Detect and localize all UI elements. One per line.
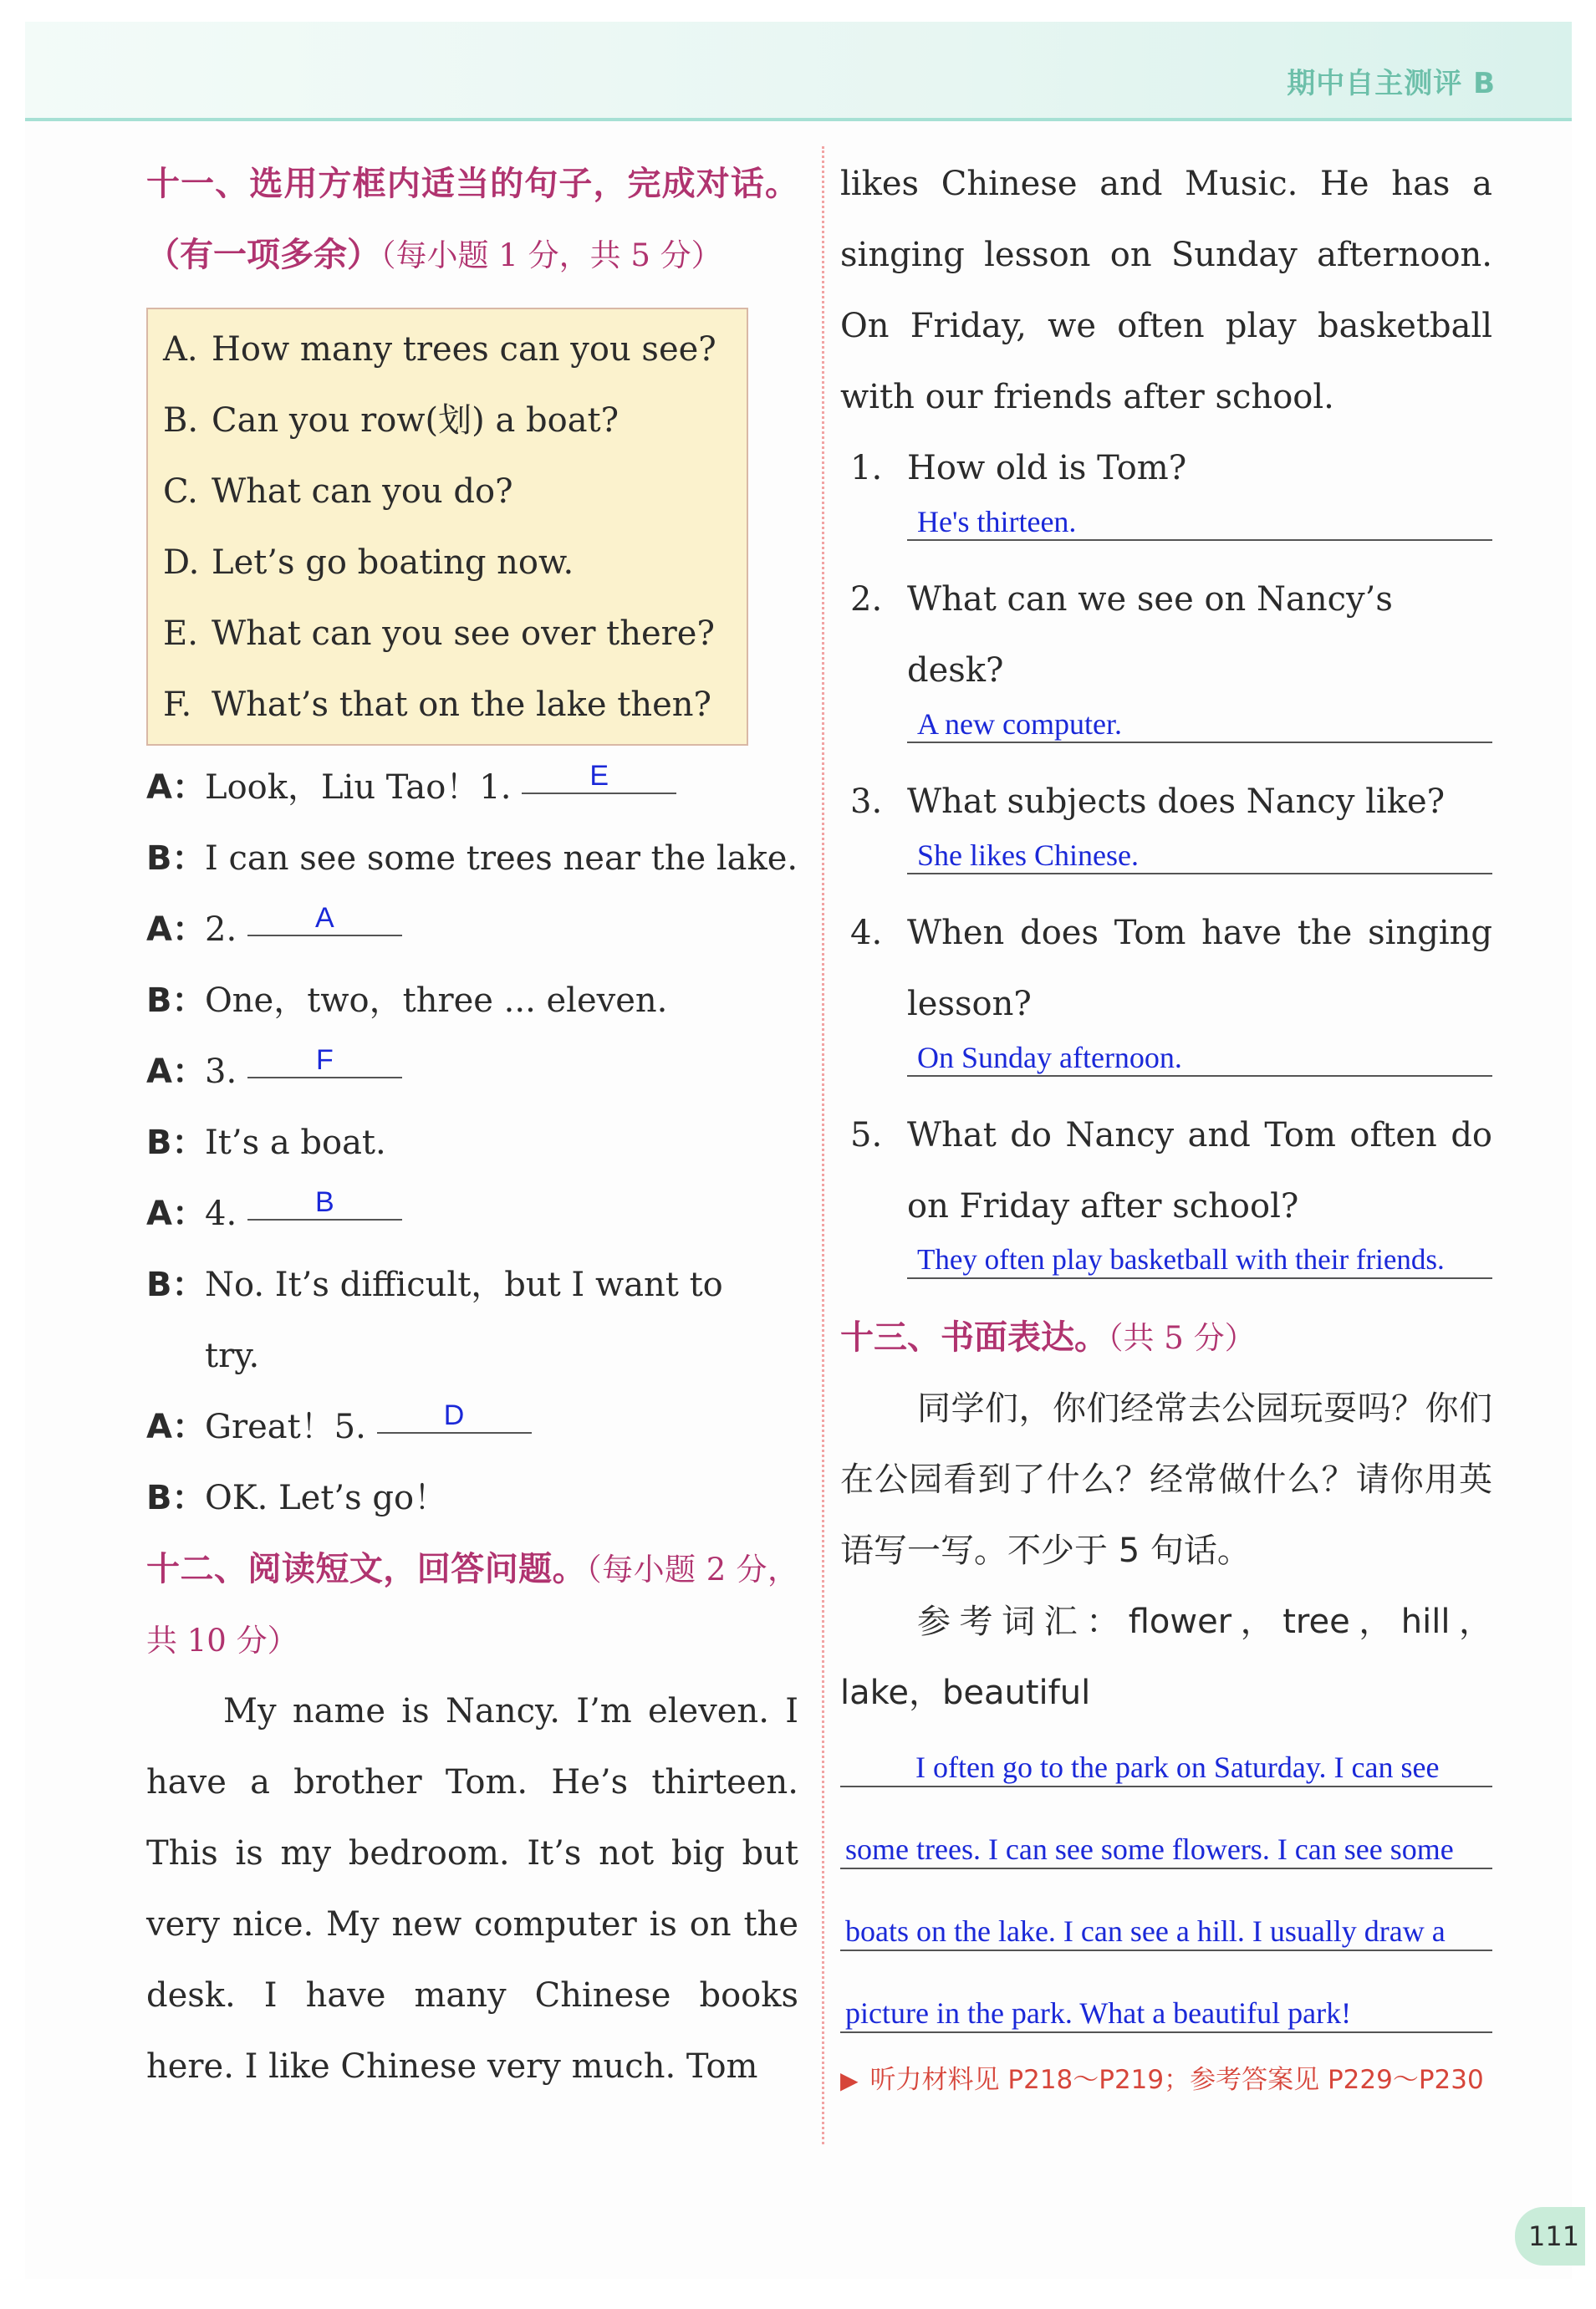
choice-option: E. What can you see over there? <box>163 614 715 653</box>
section-11-title: 十一、选用方框内适当的句子，完成对话。（有一项多余）（每小题 1 分，共 5 分） <box>146 165 798 274</box>
dialogue-line: A：Great！5. D <box>146 1392 798 1463</box>
dialogue-line: A：4. B <box>146 1179 798 1250</box>
answer-blank[interactable]: A <box>247 901 402 936</box>
reference-vocabulary: 参考词汇：flower，tree，hill，lake，beautiful <box>840 1603 1492 1712</box>
section-12-title: 十二、阅读短文，回答问题。（每小题 2 分，共 10 分） <box>146 1550 798 1659</box>
dialogue-line-continued: try. <box>205 1337 260 1375</box>
section-13-score-note: （共 5 分） <box>1108 1320 1256 1356</box>
essay-line[interactable]: some trees. I can see some flowers. I can see some <box>840 1831 1492 1869</box>
dialogue-line: A：Look，Liu Tao！1. E <box>146 752 798 823</box>
choice-box <box>146 308 748 746</box>
essay-line[interactable]: picture in the park. What a beautiful park! <box>840 1995 1492 2033</box>
question: 5. What do Nancy and Tom often do on Friday after school? <box>850 1116 1492 1226</box>
question: 2. What can we see on Nancy’s desk? <box>850 580 1393 690</box>
dialogue-line: A：2. A <box>146 895 798 966</box>
dialogue-line: B：OK. Let’s go！ <box>146 1479 448 1517</box>
answer-reference-note: ▶ 听力材料见 P218～P219；参考答案见 P229～P230 <box>840 2065 1484 2095</box>
section-12-score-note: （每小题 2 分，共 10 分） <box>146 1552 798 1659</box>
dialogue-line: B：No. It’s difficult，but I want to <box>146 1266 723 1304</box>
answer-line[interactable]: She likes Chinese. <box>907 838 1492 874</box>
left-column <box>146 149 798 2103</box>
answer-blank[interactable]: F <box>247 1043 402 1078</box>
reading-passage-part-2: likes Chinese and Music. He has a singing lesson on Sunday afternoon. On Friday, we often play basketball with our friends after school. <box>840 165 1492 416</box>
dialogue <box>146 752 798 1534</box>
question: 1. How old is Tom? <box>850 449 1187 487</box>
question-list <box>840 433 1492 1279</box>
question: 4. When does Tom have the singing lesson? <box>850 914 1492 1023</box>
choice-option: A. How many trees can you see? <box>163 330 716 369</box>
choice-option: B. Can you row(划) a boat? <box>163 401 620 440</box>
section-13-title: 十三、书面表达。（共 5 分） <box>840 1318 1256 1357</box>
column-divider <box>822 146 824 2144</box>
right-column <box>840 149 1492 2096</box>
choice-option: C. What can you do? <box>163 472 513 511</box>
choice-option: D. Let’s go boating now. <box>163 543 574 582</box>
answer-blank[interactable]: B <box>247 1185 402 1221</box>
dialogue-line: B：One，two，three ... eleven. <box>146 981 668 1020</box>
essay-answer <box>840 1749 1492 2033</box>
dialogue-line: A：3. F <box>146 1037 798 1108</box>
answer-blank[interactable]: D <box>377 1399 532 1434</box>
answer-line[interactable]: They often play basketball with their friends. <box>907 1242 1492 1279</box>
answer-line[interactable]: On Sunday afternoon. <box>907 1040 1492 1077</box>
play-triangle-icon: ▶ <box>840 2067 859 2094</box>
choice-option: F. What’s that on the lake then? <box>163 686 711 724</box>
test-label: 期中自主测评 B <box>1287 67 1496 100</box>
answer-blank[interactable]: E <box>522 759 676 794</box>
reading-passage-part-1: My name is Nancy. I’m eleven. I have a brother Tom. He’s thirteen. This is my bedroom. It’s not big but very nice. My new computer is on the desk. I have many Chinese books here. I like Chinese very much. Tom <box>146 1692 798 2086</box>
page-number: 111 <box>1515 2207 1585 2266</box>
question: 3. What subjects does Nancy like? <box>850 782 1446 821</box>
essay-line[interactable]: I often go to the park on Saturday. I can see <box>840 1749 1492 1787</box>
answer-line[interactable]: A new computer. <box>907 706 1492 743</box>
section-11-score-note: （每小题 1 分，共 5 分） <box>380 237 722 273</box>
writing-prompt: 同学们，你们经常去公园玩耍吗？你们在公园看到了什么？经常做什么？请你用英语写一写。不少于 5 句话。 <box>840 1389 1492 1570</box>
essay-line[interactable]: boats on the lake. I can see a hill. I usually draw a <box>840 1913 1492 1951</box>
dialogue-line: B：It’s a boat. <box>146 1124 386 1162</box>
dialogue-line: B：I can see some trees near the lake. <box>146 839 798 878</box>
answer-line[interactable]: He's thirteen. <box>907 504 1492 541</box>
